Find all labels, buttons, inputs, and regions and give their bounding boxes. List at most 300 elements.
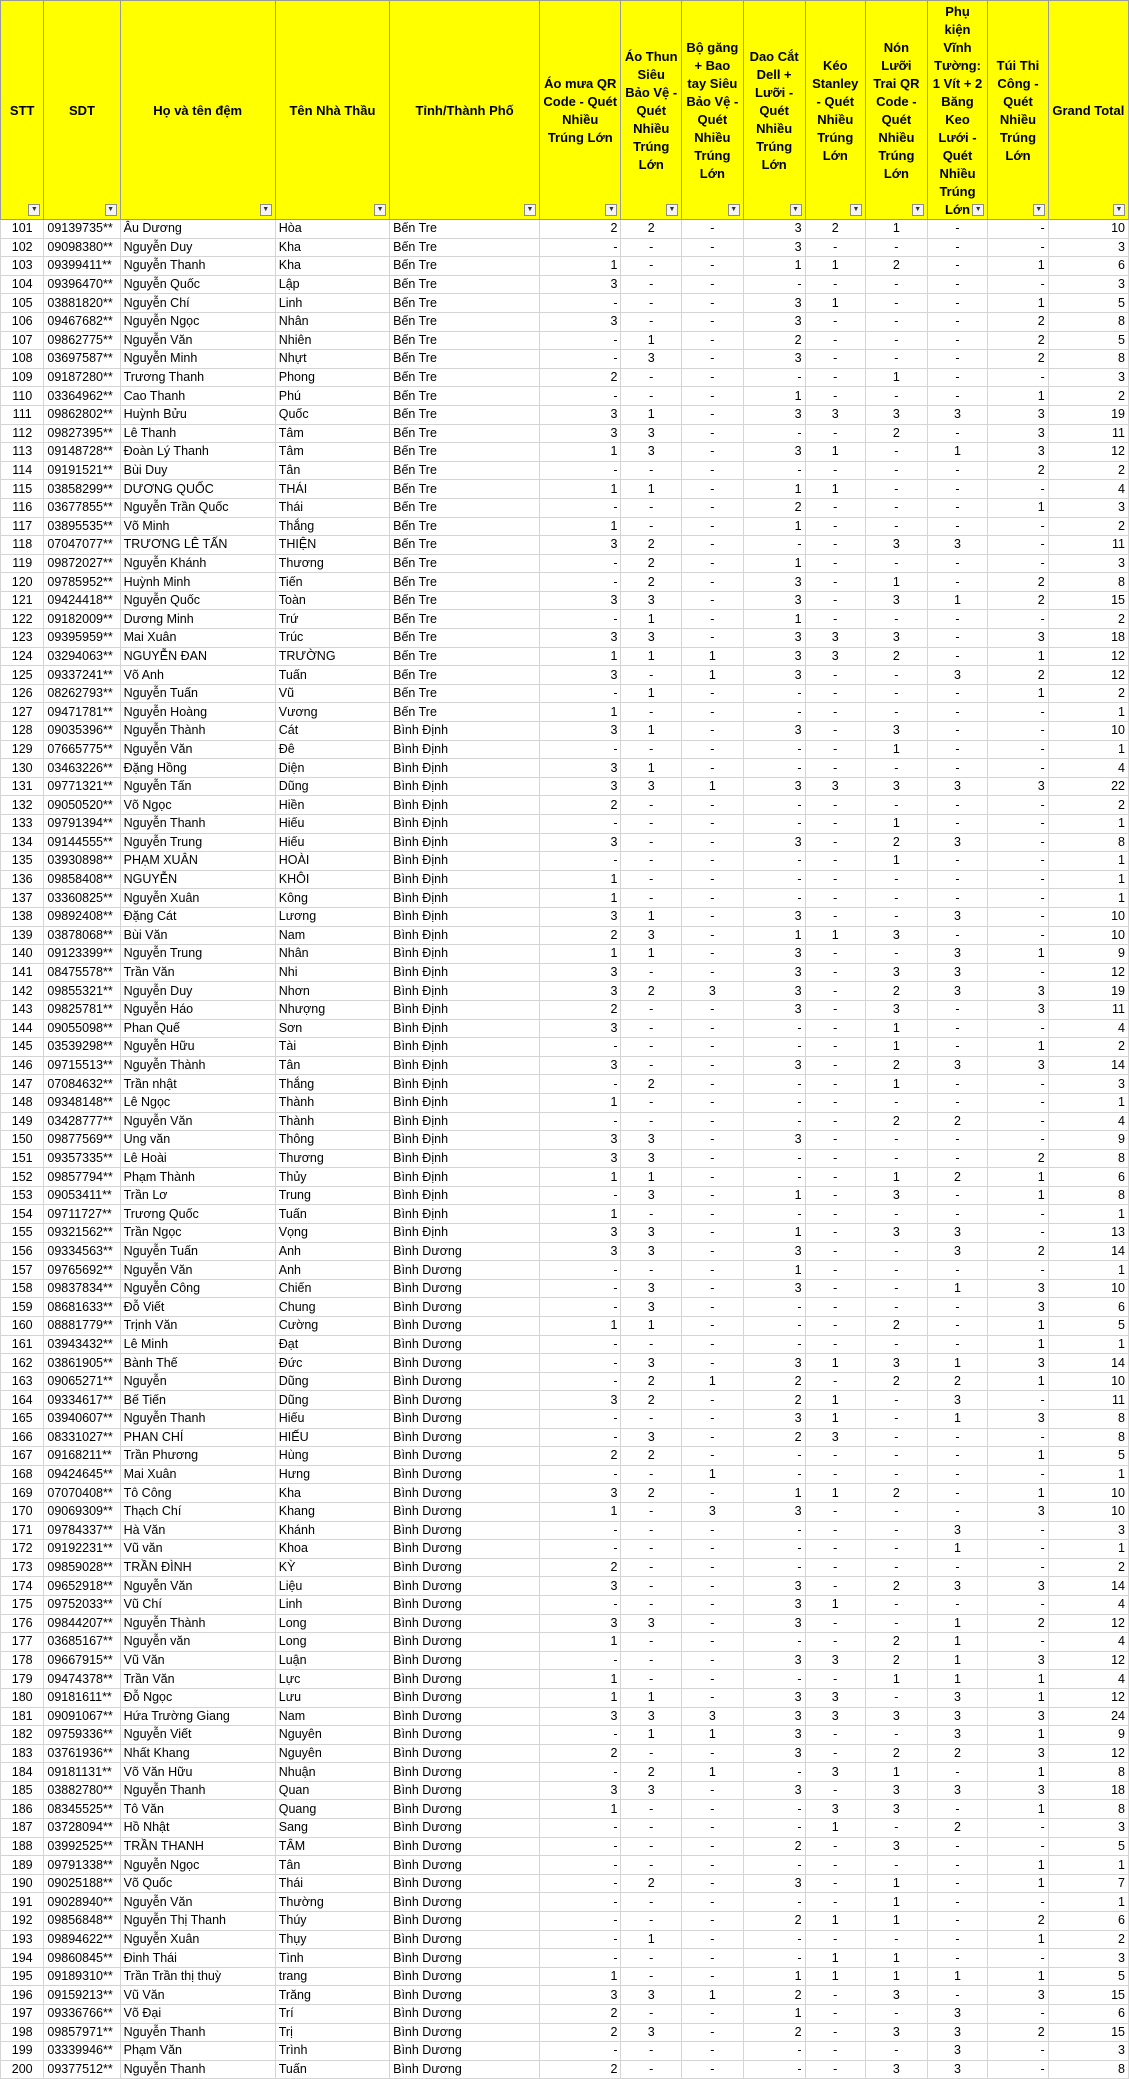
surname-cell[interactable]: Tô Văn bbox=[120, 1800, 275, 1819]
dao-cat-cell[interactable]: 3 bbox=[743, 1000, 805, 1019]
phu-kien-cell[interactable]: 3 bbox=[927, 405, 987, 424]
name-cell[interactable]: Đức bbox=[275, 1354, 389, 1373]
stt-cell[interactable]: 125 bbox=[1, 666, 44, 685]
bo-gang-cell[interactable]: - bbox=[681, 312, 743, 331]
surname-cell[interactable]: Thạch Chí bbox=[120, 1502, 275, 1521]
ao-mua-cell[interactable]: - bbox=[539, 554, 621, 573]
phone-cell[interactable]: 09091067** bbox=[44, 1707, 120, 1726]
ao-mua-cell[interactable]: 1 bbox=[539, 889, 621, 908]
ao-thun-cell[interactable]: 3 bbox=[621, 1279, 681, 1298]
phone-cell[interactable]: 03463226** bbox=[44, 759, 120, 778]
tui-cell[interactable]: 1 bbox=[988, 1038, 1048, 1057]
bo-gang-cell[interactable]: - bbox=[681, 1075, 743, 1094]
tui-cell[interactable]: 3 bbox=[988, 1298, 1048, 1317]
surname-cell[interactable]: Nguyễn Duy bbox=[120, 982, 275, 1001]
total-cell[interactable]: 2 bbox=[1048, 1038, 1128, 1057]
bo-gang-cell[interactable]: 1 bbox=[681, 1465, 743, 1484]
phone-cell[interactable]: 09424418** bbox=[44, 591, 120, 610]
total-cell[interactable]: 5 bbox=[1048, 1967, 1128, 1986]
ao-mua-cell[interactable]: 2 bbox=[539, 1447, 621, 1466]
bo-gang-cell[interactable]: 1 bbox=[681, 1763, 743, 1782]
phu-kien-cell[interactable]: - bbox=[927, 852, 987, 871]
dao-cat-cell[interactable]: 2 bbox=[743, 2023, 805, 2042]
total-cell[interactable]: 2 bbox=[1048, 796, 1128, 815]
bo-gang-cell[interactable]: 1 bbox=[681, 1986, 743, 2005]
phu-kien-cell[interactable]: - bbox=[927, 1149, 987, 1168]
ao-thun-cell[interactable]: - bbox=[621, 1502, 681, 1521]
ao-mua-cell[interactable]: - bbox=[539, 1763, 621, 1782]
bo-gang-cell[interactable]: - bbox=[681, 1856, 743, 1875]
non-cell[interactable]: 2 bbox=[865, 833, 927, 852]
dao-cat-cell[interactable]: - bbox=[743, 759, 805, 778]
bo-gang-cell[interactable]: - bbox=[681, 1521, 743, 1540]
ao-thun-cell[interactable]: - bbox=[621, 1540, 681, 1559]
province-cell[interactable]: Bình Dương bbox=[390, 1688, 540, 1707]
phu-kien-cell[interactable]: - bbox=[927, 1465, 987, 1484]
province-cell[interactable]: Bình Dương bbox=[390, 1484, 540, 1503]
dao-cat-cell[interactable]: - bbox=[743, 1540, 805, 1559]
name-cell[interactable]: Chiến bbox=[275, 1279, 389, 1298]
surname-cell[interactable]: Nguyễn Viết bbox=[120, 1726, 275, 1745]
total-cell[interactable]: 8 bbox=[1048, 312, 1128, 331]
province-cell[interactable]: Bến Tre bbox=[390, 294, 540, 313]
ao-thun-cell[interactable]: 3 bbox=[621, 1614, 681, 1633]
name-cell[interactable]: Kông bbox=[275, 889, 389, 908]
non-cell[interactable]: 1 bbox=[865, 368, 927, 387]
ao-mua-cell[interactable]: 2 bbox=[539, 2005, 621, 2024]
keo-cell[interactable]: - bbox=[805, 1056, 865, 1075]
surname-cell[interactable]: NGUYỄN ĐAN bbox=[120, 647, 275, 666]
tui-cell[interactable]: 3 bbox=[988, 1781, 1048, 1800]
bo-gang-cell[interactable]: - bbox=[681, 1279, 743, 1298]
total-cell[interactable]: 2 bbox=[1048, 517, 1128, 536]
ao-thun-cell[interactable]: - bbox=[621, 1633, 681, 1652]
keo-cell[interactable]: - bbox=[805, 1372, 865, 1391]
tui-cell[interactable]: - bbox=[988, 1075, 1048, 1094]
name-cell[interactable]: Thụy bbox=[275, 1930, 389, 1949]
total-cell[interactable]: 10 bbox=[1048, 1279, 1128, 1298]
stt-cell[interactable]: 171 bbox=[1, 1521, 44, 1540]
surname-cell[interactable]: Nguyễn Chí bbox=[120, 294, 275, 313]
ao-mua-cell[interactable]: 3 bbox=[539, 963, 621, 982]
name-cell[interactable]: Trị bbox=[275, 2023, 389, 2042]
total-cell[interactable]: 3 bbox=[1048, 368, 1128, 387]
ao-mua-cell[interactable]: 2 bbox=[539, 1558, 621, 1577]
ao-thun-cell[interactable]: 1 bbox=[621, 480, 681, 499]
name-cell[interactable]: Quan bbox=[275, 1781, 389, 1800]
surname-cell[interactable]: Đoàn Lý Thanh bbox=[120, 443, 275, 462]
total-cell[interactable]: 4 bbox=[1048, 480, 1128, 499]
keo-cell[interactable]: - bbox=[805, 1856, 865, 1875]
province-cell[interactable]: Bình Dương bbox=[390, 1577, 540, 1596]
stt-cell[interactable]: 108 bbox=[1, 350, 44, 369]
ao-thun-cell[interactable]: - bbox=[621, 852, 681, 871]
ao-mua-cell[interactable]: 1 bbox=[539, 1800, 621, 1819]
ao-mua-cell[interactable]: - bbox=[539, 1595, 621, 1614]
phu-kien-cell[interactable]: - bbox=[927, 629, 987, 648]
phu-kien-cell[interactable]: - bbox=[927, 1856, 987, 1875]
phu-kien-cell[interactable]: - bbox=[927, 517, 987, 536]
bo-gang-cell[interactable]: - bbox=[681, 1670, 743, 1689]
phone-cell[interactable]: 07665775** bbox=[44, 740, 120, 759]
bo-gang-cell[interactable]: 1 bbox=[681, 1372, 743, 1391]
ao-mua-cell[interactable]: 3 bbox=[539, 1242, 621, 1261]
name-cell[interactable]: Hiếu bbox=[275, 815, 389, 834]
keo-cell[interactable]: - bbox=[805, 350, 865, 369]
province-cell[interactable]: Bình Định bbox=[390, 722, 540, 741]
non-cell[interactable]: 2 bbox=[865, 1372, 927, 1391]
ao-thun-cell[interactable]: - bbox=[621, 1000, 681, 1019]
ao-thun-cell[interactable]: - bbox=[621, 666, 681, 685]
phone-cell[interactable]: 03339946** bbox=[44, 2042, 120, 2061]
surname-cell[interactable]: Nguyễn Thanh bbox=[120, 815, 275, 834]
ao-thun-cell[interactable]: 3 bbox=[621, 1224, 681, 1243]
phu-kien-cell[interactable]: - bbox=[927, 870, 987, 889]
dao-cat-cell[interactable]: 2 bbox=[743, 1428, 805, 1447]
province-cell[interactable]: Bình Dương bbox=[390, 1317, 540, 1336]
stt-cell[interactable]: 128 bbox=[1, 722, 44, 741]
non-cell[interactable]: 1 bbox=[865, 1168, 927, 1187]
phone-cell[interactable]: 09181131** bbox=[44, 1763, 120, 1782]
phu-kien-cell[interactable]: 1 bbox=[927, 1540, 987, 1559]
name-cell[interactable]: Thái bbox=[275, 1874, 389, 1893]
keo-cell[interactable]: 1 bbox=[805, 480, 865, 499]
phu-kien-cell[interactable]: - bbox=[927, 796, 987, 815]
province-cell[interactable]: Bình Dương bbox=[390, 1781, 540, 1800]
keo-cell[interactable]: - bbox=[805, 1502, 865, 1521]
phu-kien-cell[interactable]: - bbox=[927, 1558, 987, 1577]
ao-mua-cell[interactable]: 3 bbox=[539, 1019, 621, 1038]
ao-mua-cell[interactable]: 3 bbox=[539, 1577, 621, 1596]
keo-cell[interactable]: 1 bbox=[805, 926, 865, 945]
ao-mua-cell[interactable]: - bbox=[539, 1819, 621, 1838]
stt-cell[interactable]: 196 bbox=[1, 1986, 44, 2005]
phone-cell[interactable]: 09791394** bbox=[44, 815, 120, 834]
keo-cell[interactable]: - bbox=[805, 1930, 865, 1949]
province-cell[interactable]: Bình Định bbox=[390, 963, 540, 982]
non-cell[interactable]: 2 bbox=[865, 1633, 927, 1652]
keo-cell[interactable]: 1 bbox=[805, 1967, 865, 1986]
phone-cell[interactable]: 09858408** bbox=[44, 870, 120, 889]
ao-thun-cell[interactable]: 1 bbox=[621, 759, 681, 778]
stt-cell[interactable]: 132 bbox=[1, 796, 44, 815]
province-cell[interactable]: Bến Tre bbox=[390, 480, 540, 499]
surname-cell[interactable]: Nguyễn Thanh bbox=[120, 2060, 275, 2079]
province-cell[interactable]: Bình Định bbox=[390, 945, 540, 964]
phone-cell[interactable]: 09168211** bbox=[44, 1447, 120, 1466]
ao-mua-cell[interactable]: - bbox=[539, 1279, 621, 1298]
phu-kien-cell[interactable]: 3 bbox=[927, 2023, 987, 2042]
name-cell[interactable]: Thủy bbox=[275, 1168, 389, 1187]
province-cell[interactable]: Bình Dương bbox=[390, 2023, 540, 2042]
stt-cell[interactable]: 189 bbox=[1, 1856, 44, 1875]
dao-cat-cell[interactable]: 3 bbox=[743, 1726, 805, 1745]
dao-cat-cell[interactable]: 3 bbox=[743, 1410, 805, 1429]
keo-cell[interactable]: - bbox=[805, 275, 865, 294]
dao-cat-cell[interactable]: - bbox=[743, 1447, 805, 1466]
ao-mua-cell[interactable]: 1 bbox=[539, 1502, 621, 1521]
tui-cell[interactable]: 1 bbox=[988, 1335, 1048, 1354]
ao-thun-cell[interactable]: - bbox=[621, 1819, 681, 1838]
name-cell[interactable]: Liệu bbox=[275, 1577, 389, 1596]
total-cell[interactable]: 15 bbox=[1048, 591, 1128, 610]
dao-cat-cell[interactable]: 3 bbox=[743, 1279, 805, 1298]
phu-kien-cell[interactable]: - bbox=[927, 461, 987, 480]
surname-cell[interactable]: Nguyễn Xuân bbox=[120, 889, 275, 908]
keo-cell[interactable]: - bbox=[805, 1837, 865, 1856]
tui-cell[interactable]: 1 bbox=[988, 684, 1048, 703]
phu-kien-cell[interactable]: 3 bbox=[927, 1707, 987, 1726]
ao-thun-cell[interactable]: 2 bbox=[621, 1391, 681, 1410]
ao-mua-cell[interactable]: - bbox=[539, 461, 621, 480]
surname-cell[interactable]: Trương Quốc bbox=[120, 1205, 275, 1224]
tui-cell[interactable]: - bbox=[988, 1224, 1048, 1243]
total-cell[interactable]: 12 bbox=[1048, 1744, 1128, 1763]
stt-cell[interactable]: 178 bbox=[1, 1651, 44, 1670]
total-cell[interactable]: 12 bbox=[1048, 443, 1128, 462]
surname-cell[interactable]: Trương Thanh bbox=[120, 368, 275, 387]
total-cell[interactable]: 8 bbox=[1048, 2060, 1128, 2079]
ao-thun-cell[interactable]: 1 bbox=[621, 907, 681, 926]
surname-cell[interactable]: Trần Trần thị thuỳ bbox=[120, 1967, 275, 1986]
surname-cell[interactable]: Trần Văn bbox=[120, 1670, 275, 1689]
non-cell[interactable]: - bbox=[865, 1335, 927, 1354]
dao-cat-cell[interactable]: - bbox=[743, 1149, 805, 1168]
province-cell[interactable]: Bến Tre bbox=[390, 368, 540, 387]
keo-cell[interactable]: - bbox=[805, 1261, 865, 1280]
keo-cell[interactable]: - bbox=[805, 684, 865, 703]
phu-kien-cell[interactable]: 1 bbox=[927, 591, 987, 610]
dao-cat-cell[interactable]: 2 bbox=[743, 331, 805, 350]
bo-gang-cell[interactable]: - bbox=[681, 1168, 743, 1187]
bo-gang-cell[interactable]: - bbox=[681, 1317, 743, 1336]
stt-cell[interactable]: 159 bbox=[1, 1298, 44, 1317]
surname-cell[interactable]: Nguyễn Trung bbox=[120, 833, 275, 852]
tui-cell[interactable]: 3 bbox=[988, 1502, 1048, 1521]
name-cell[interactable]: Trung bbox=[275, 1186, 389, 1205]
phu-kien-cell[interactable]: 3 bbox=[927, 777, 987, 796]
dao-cat-cell[interactable]: 3 bbox=[743, 443, 805, 462]
phu-kien-cell[interactable]: - bbox=[927, 610, 987, 629]
bo-gang-cell[interactable]: - bbox=[681, 926, 743, 945]
bo-gang-cell[interactable]: - bbox=[681, 480, 743, 499]
filter-dropdown-icon[interactable]: ▼ bbox=[524, 204, 536, 216]
name-cell[interactable]: Tuấn bbox=[275, 1205, 389, 1224]
dao-cat-cell[interactable]: - bbox=[743, 1075, 805, 1094]
keo-cell[interactable]: - bbox=[805, 368, 865, 387]
stt-cell[interactable]: 111 bbox=[1, 405, 44, 424]
stt-cell[interactable]: 156 bbox=[1, 1242, 44, 1261]
name-cell[interactable]: Lực bbox=[275, 1670, 389, 1689]
surname-cell[interactable]: Nguyễn Xuân bbox=[120, 1930, 275, 1949]
tui-cell[interactable]: 3 bbox=[988, 424, 1048, 443]
phone-cell[interactable]: 09765692** bbox=[44, 1261, 120, 1280]
dao-cat-cell[interactable]: - bbox=[743, 889, 805, 908]
surname-cell[interactable]: Bế Tiến bbox=[120, 1391, 275, 1410]
bo-gang-cell[interactable]: - bbox=[681, 1354, 743, 1373]
name-cell[interactable]: Vũ bbox=[275, 684, 389, 703]
keo-cell[interactable]: - bbox=[805, 2060, 865, 2079]
phone-cell[interactable]: 09139735** bbox=[44, 220, 120, 239]
phone-cell[interactable]: 09334617** bbox=[44, 1391, 120, 1410]
ao-thun-cell[interactable]: - bbox=[621, 2042, 681, 2061]
keo-cell[interactable]: - bbox=[805, 982, 865, 1001]
non-cell[interactable]: - bbox=[865, 684, 927, 703]
stt-cell[interactable]: 174 bbox=[1, 1577, 44, 1596]
province-cell[interactable]: Bình Dương bbox=[390, 1465, 540, 1484]
keo-cell[interactable]: - bbox=[805, 666, 865, 685]
province-cell[interactable]: Bình Dương bbox=[390, 1261, 540, 1280]
tui-cell[interactable]: - bbox=[988, 1837, 1048, 1856]
ao-mua-cell[interactable]: 3 bbox=[539, 833, 621, 852]
bo-gang-cell[interactable]: - bbox=[681, 238, 743, 257]
stt-cell[interactable]: 200 bbox=[1, 2060, 44, 2079]
surname-cell[interactable]: DƯƠNG QUỐC bbox=[120, 480, 275, 499]
phu-kien-cell[interactable]: - bbox=[927, 1447, 987, 1466]
dao-cat-cell[interactable]: 3 bbox=[743, 907, 805, 926]
phone-cell[interactable]: 09894622** bbox=[44, 1930, 120, 1949]
province-cell[interactable]: Bình Dương bbox=[390, 2060, 540, 2079]
filter-dropdown-icon[interactable]: ▼ bbox=[972, 204, 984, 216]
keo-cell[interactable]: - bbox=[805, 424, 865, 443]
phone-cell[interactable]: 03428777** bbox=[44, 1112, 120, 1131]
phone-cell[interactable]: 09144555** bbox=[44, 833, 120, 852]
name-cell[interactable]: Đê bbox=[275, 740, 389, 759]
province-cell[interactable]: Bến Tre bbox=[390, 517, 540, 536]
bo-gang-cell[interactable]: - bbox=[681, 1781, 743, 1800]
phu-kien-cell[interactable]: - bbox=[927, 1298, 987, 1317]
province-cell[interactable]: Bến Tre bbox=[390, 424, 540, 443]
total-cell[interactable]: 14 bbox=[1048, 1577, 1128, 1596]
phu-kien-cell[interactable]: 1 bbox=[927, 1967, 987, 1986]
ao-thun-cell[interactable]: - bbox=[621, 963, 681, 982]
total-cell[interactable]: 3 bbox=[1048, 1819, 1128, 1838]
stt-cell[interactable]: 170 bbox=[1, 1502, 44, 1521]
non-cell[interactable]: 3 bbox=[865, 2060, 927, 2079]
phu-kien-cell[interactable]: - bbox=[927, 498, 987, 517]
province-cell[interactable]: Bình Dương bbox=[390, 1521, 540, 1540]
province-cell[interactable]: Bến Tre bbox=[390, 703, 540, 722]
ao-thun-cell[interactable]: - bbox=[621, 1744, 681, 1763]
surname-cell[interactable]: Huỳnh Minh bbox=[120, 573, 275, 592]
non-cell[interactable]: - bbox=[865, 1428, 927, 1447]
name-cell[interactable]: Sơn bbox=[275, 1019, 389, 1038]
name-cell[interactable]: Diện bbox=[275, 759, 389, 778]
keo-cell[interactable]: - bbox=[805, 852, 865, 871]
ao-mua-cell[interactable]: - bbox=[539, 684, 621, 703]
stt-cell[interactable]: 166 bbox=[1, 1428, 44, 1447]
name-cell[interactable]: Linh bbox=[275, 1595, 389, 1614]
keo-cell[interactable]: - bbox=[805, 870, 865, 889]
province-cell[interactable]: Bình Dương bbox=[390, 1447, 540, 1466]
tui-cell[interactable]: - bbox=[988, 1391, 1048, 1410]
name-cell[interactable]: Hưng bbox=[275, 1465, 389, 1484]
stt-cell[interactable]: 172 bbox=[1, 1540, 44, 1559]
ao-thun-cell[interactable]: - bbox=[621, 1558, 681, 1577]
name-cell[interactable]: Toàn bbox=[275, 591, 389, 610]
name-cell[interactable]: Cát bbox=[275, 722, 389, 741]
phone-cell[interactable]: 09189310** bbox=[44, 1967, 120, 1986]
ao-mua-cell[interactable]: 1 bbox=[539, 703, 621, 722]
stt-cell[interactable]: 160 bbox=[1, 1317, 44, 1336]
ao-thun-cell[interactable]: - bbox=[621, 740, 681, 759]
ao-mua-cell[interactable]: - bbox=[539, 1930, 621, 1949]
ao-thun-cell[interactable]: - bbox=[621, 1335, 681, 1354]
phu-kien-cell[interactable]: 1 bbox=[927, 1410, 987, 1429]
keo-cell[interactable]: 3 bbox=[805, 647, 865, 666]
name-cell[interactable]: Dũng bbox=[275, 1372, 389, 1391]
stt-cell[interactable]: 150 bbox=[1, 1131, 44, 1150]
name-cell[interactable]: Thương bbox=[275, 1149, 389, 1168]
phone-cell[interactable]: 03881820** bbox=[44, 294, 120, 313]
keo-cell[interactable]: - bbox=[805, 554, 865, 573]
phone-cell[interactable]: 03761936** bbox=[44, 1744, 120, 1763]
keo-cell[interactable]: 3 bbox=[805, 629, 865, 648]
ao-mua-cell[interactable]: - bbox=[539, 1726, 621, 1745]
ao-thun-cell[interactable]: 1 bbox=[621, 945, 681, 964]
phu-kien-cell[interactable]: 3 bbox=[927, 907, 987, 926]
keo-cell[interactable]: - bbox=[805, 1781, 865, 1800]
tui-cell[interactable]: 2 bbox=[988, 1242, 1048, 1261]
bo-gang-cell[interactable]: - bbox=[681, 1595, 743, 1614]
bo-gang-cell[interactable]: - bbox=[681, 1112, 743, 1131]
ao-thun-cell[interactable]: - bbox=[621, 870, 681, 889]
name-cell[interactable]: Nhiên bbox=[275, 331, 389, 350]
province-cell[interactable]: Bến Tre bbox=[390, 461, 540, 480]
phone-cell[interactable]: 09471781** bbox=[44, 703, 120, 722]
ao-mua-cell[interactable]: 1 bbox=[539, 1168, 621, 1187]
ao-mua-cell[interactable]: - bbox=[539, 1837, 621, 1856]
name-cell[interactable]: Tuấn bbox=[275, 2060, 389, 2079]
stt-cell[interactable]: 120 bbox=[1, 573, 44, 592]
province-cell[interactable]: Bình Dương bbox=[390, 1744, 540, 1763]
name-cell[interactable]: Nguyên bbox=[275, 1726, 389, 1745]
name-cell[interactable]: Thành bbox=[275, 1112, 389, 1131]
ao-thun-cell[interactable]: - bbox=[621, 2060, 681, 2079]
surname-cell[interactable]: TRẦN ĐÌNH bbox=[120, 1558, 275, 1577]
dao-cat-cell[interactable]: 3 bbox=[743, 1056, 805, 1075]
phu-kien-cell[interactable]: - bbox=[927, 1317, 987, 1336]
non-cell[interactable]: 1 bbox=[865, 1075, 927, 1094]
bo-gang-cell[interactable]: - bbox=[681, 1930, 743, 1949]
province-cell[interactable]: Bình Định bbox=[390, 1038, 540, 1057]
stt-cell[interactable]: 124 bbox=[1, 647, 44, 666]
total-cell[interactable]: 2 bbox=[1048, 1930, 1128, 1949]
dao-cat-cell[interactable]: - bbox=[743, 740, 805, 759]
surname-cell[interactable]: Nguyễn Thị Thanh bbox=[120, 1912, 275, 1931]
stt-cell[interactable]: 146 bbox=[1, 1056, 44, 1075]
total-cell[interactable]: 8 bbox=[1048, 1428, 1128, 1447]
keo-cell[interactable]: - bbox=[805, 1521, 865, 1540]
phone-cell[interactable]: 03858299** bbox=[44, 480, 120, 499]
non-cell[interactable]: - bbox=[865, 703, 927, 722]
total-cell[interactable]: 12 bbox=[1048, 963, 1128, 982]
name-cell[interactable]: Thắng bbox=[275, 517, 389, 536]
ao-thun-cell[interactable]: 1 bbox=[621, 610, 681, 629]
stt-cell[interactable]: 173 bbox=[1, 1558, 44, 1577]
non-cell[interactable]: - bbox=[865, 1093, 927, 1112]
total-cell[interactable]: 1 bbox=[1048, 889, 1128, 908]
non-cell[interactable]: 3 bbox=[865, 405, 927, 424]
ao-mua-cell[interactable]: 3 bbox=[539, 1149, 621, 1168]
tui-cell[interactable]: - bbox=[988, 1949, 1048, 1968]
dao-cat-cell[interactable]: 3 bbox=[743, 1781, 805, 1800]
phu-kien-cell[interactable]: 3 bbox=[927, 1056, 987, 1075]
non-cell[interactable]: 3 bbox=[865, 1837, 927, 1856]
phone-cell[interactable]: 08475578** bbox=[44, 963, 120, 982]
stt-cell[interactable]: 136 bbox=[1, 870, 44, 889]
ao-thun-cell[interactable]: - bbox=[621, 889, 681, 908]
